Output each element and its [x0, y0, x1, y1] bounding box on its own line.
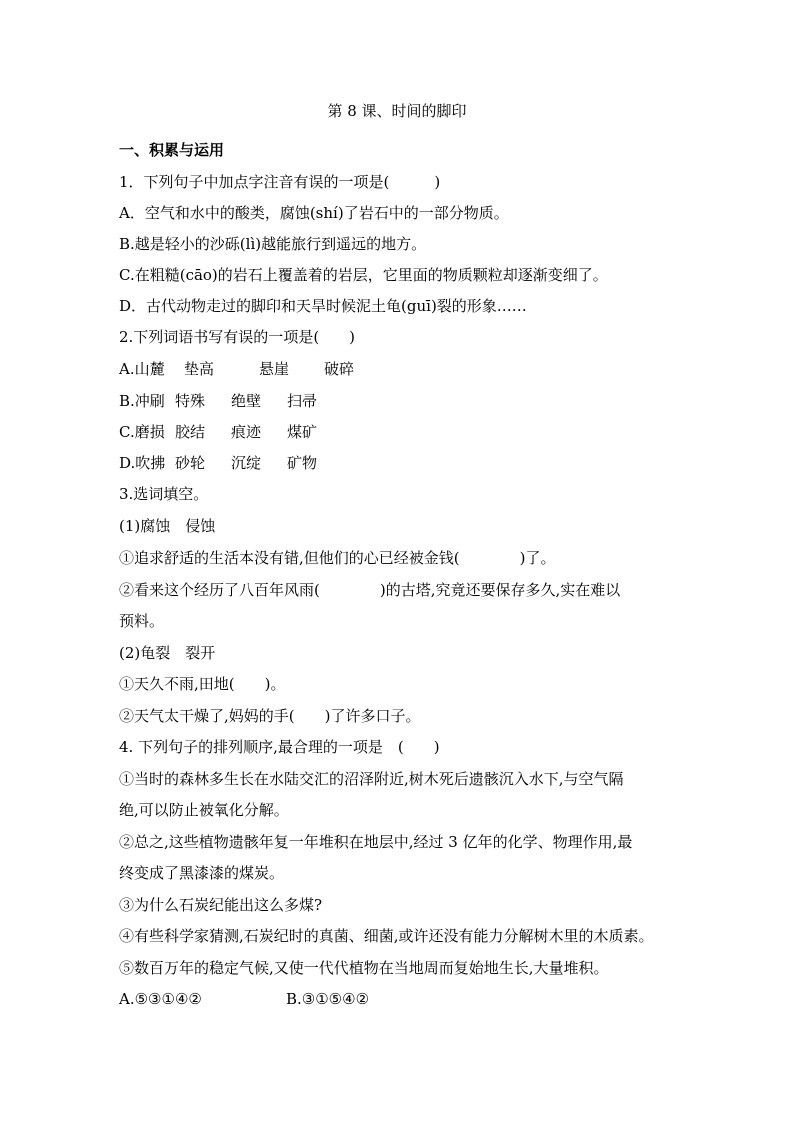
word-cell: 煤矿 — [287, 423, 318, 441]
lesson-title: 第 8 课、时间的脚印 — [327, 102, 467, 120]
word-cell: A.山麓 — [119, 360, 165, 378]
word-cell: 破碎 — [324, 360, 355, 378]
question-3-group-2: (2)龟裂 裂开 — [119, 644, 216, 662]
question-3-sentence-2-cont: 预料。 — [119, 612, 165, 630]
word-cell: D.吹拂 — [119, 454, 166, 472]
question-1-option-b: B.越是轻小的沙砾(lì)越能旅行到遥远的地方。 — [119, 235, 427, 253]
question-4-sentence-5: ⑤数百万年的稳定气候,又使一代代植物在当地周而复始地生长,大量堆积。 — [119, 959, 609, 977]
word-cell: 扫帚 — [287, 392, 318, 410]
question-4-stem: 4. 下列句子的排列顺序,最合理的一项是 ( ) — [119, 738, 440, 756]
word-cell: 垫高 — [184, 360, 215, 378]
question-4-sentence-2-cont: 终变成了黑漆漆的煤炭。 — [119, 864, 285, 882]
question-4-sentence-2: ②总之,这些植物遗骸年复一年堆积在地层中,经过 3 亿年的化学、物理作用,最 — [119, 833, 633, 851]
question-4-option-b: B.③①⑤④② — [286, 990, 370, 1008]
question-4-sentence-1: ①当时的森林多生长在水陆交汇的沼泽附近,树木死后遗骸沉入水下,与空气隔 — [119, 770, 624, 788]
word-cell: 沉绽 — [231, 454, 262, 472]
word-cell: 绝壁 — [231, 392, 262, 410]
section-heading: 一、积累与运用 — [119, 141, 225, 159]
word-cell: 胶结 — [175, 423, 206, 441]
question-1-option-d: D．古代动物走过的脚印和天旱时候泥土龟(guī)裂的形象…… — [119, 297, 527, 315]
question-3-group-1: (1)腐蚀 侵蚀 — [119, 517, 216, 535]
word-cell: C.磨损 — [119, 423, 165, 441]
word-cell: 矿物 — [287, 454, 318, 472]
word-cell: 痕迹 — [231, 423, 262, 441]
word-cell: 特殊 — [175, 392, 206, 410]
question-4-option-a: A.⑤③①④② — [119, 990, 202, 1008]
question-3-sentence-2: ②看来这个经历了八百年风雨( )的古塔,究竟还要保存多久,实在难以 — [119, 581, 621, 599]
question-1-option-c: C.在粗糙(cāo)的岩石上覆盖着的岩层，它里面的物质颗粒却逐渐变细了。 — [119, 266, 608, 284]
question-1-option-a: A．空气和水中的酸类，腐蚀(shí)了岩石中的一部分物质。 — [119, 204, 509, 222]
word-cell: B.冲刷 — [119, 392, 165, 410]
word-cell: 砂轮 — [175, 454, 206, 472]
question-4-options — [119, 988, 370, 1076]
question-3-sentence-4: ②天气太干燥了,妈妈的手( )了许多口子。 — [119, 707, 421, 725]
question-4-sentence-3: ③为什么石炭纪能出这么多煤? — [119, 896, 323, 914]
question-4-sentence-4: ④有些科学家猜测,石炭纪时的真菌、细菌,或许还没有能力分解树木里的木质素。 — [119, 927, 654, 945]
question-3-stem: 3.选词填空。 — [119, 485, 209, 503]
question-3-sentence-3: ①天久不雨,田地( )。 — [119, 675, 286, 693]
question-3-sentence-1: ①追求舒适的生活本没有错,但他们的心已经被金钱( )了。 — [119, 549, 556, 567]
question-2-stem: 2.下列词语书写有误的一项是( ) — [119, 328, 356, 346]
question-4-sentence-1-cont: 绝,可以防止被氧化分解。 — [119, 801, 289, 819]
word-cell: 悬崖 — [259, 360, 290, 378]
question-1-stem: 1．下列句子中加点字注音有误的一项是( ) — [119, 173, 441, 191]
